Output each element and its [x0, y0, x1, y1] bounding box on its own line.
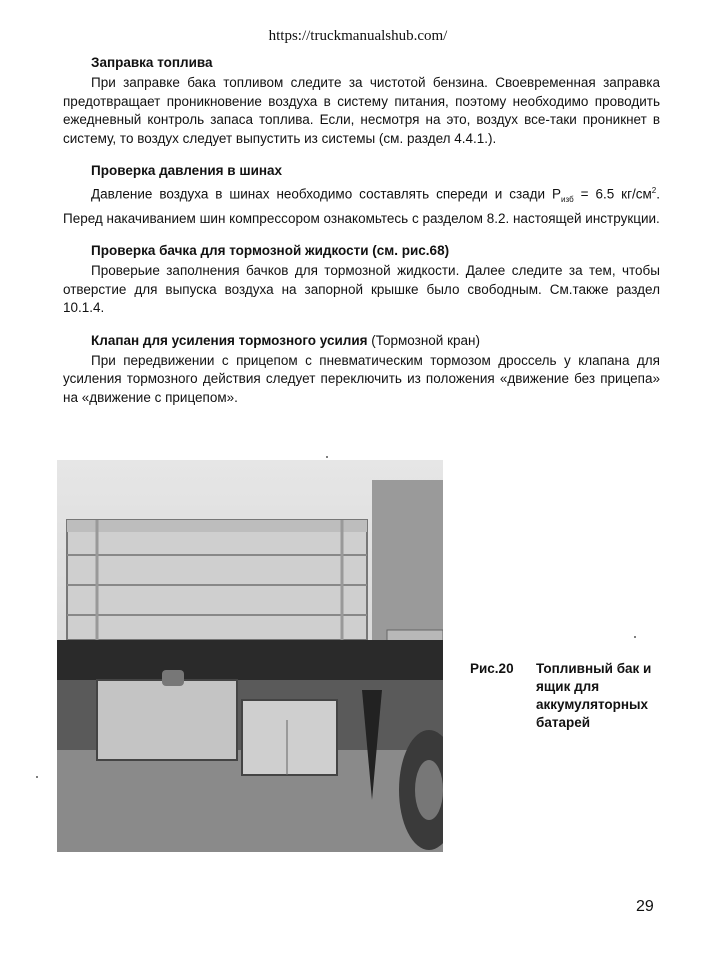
figure-caption: [470, 660, 660, 732]
section-text: Проверьие заполнения бачков для тормозной жидкости. Далее следите за тем, чтобы отверстие для выпуска воздуха на запорной крышке было свободным. См.также раздел 10.1.4.: [63, 263, 660, 316]
speck: [634, 636, 636, 638]
section-tire-pressure: [63, 162, 660, 228]
section-text: Давление воздуха в шинах необходимо составлять спереди и сзади $Р_{изб} = 6.5$ $кг/см^2$. Перед накачиванием шин компрессором ознакомьтесь с разделом 8.2. настоящей инструкции.: [63, 186, 661, 226]
figure-caption-text: Топливный бак и ящик для аккумуляторных батарей: [536, 661, 652, 730]
speck: [36, 776, 38, 778]
section-heading: Клапан для усиления тормозного усилия (Тормозной кран): [91, 332, 480, 348]
figure-number: Рис.20: [470, 661, 514, 676]
document-body: [63, 54, 660, 421]
truck-photo-illustration: [57, 460, 443, 852]
page-number: 29: [636, 898, 654, 915]
section-brake-fluid: [63, 242, 660, 318]
speck: [326, 456, 328, 458]
truck-photo: [57, 460, 443, 852]
section-heading: Заправка топлива: [91, 55, 213, 70]
section-text: При заправке бака топливом следите за чистотой бензина. Своевременная заправка предотвращает проникновение воздуха в систему питания, поэтому необходимо проводить ежедневный контроль запаса топлива. Если, несмотря на это, воздух все-таки проникнет в систему, то воздух следует выпустить из системы (см. раздел 4.4.1.).: [63, 75, 660, 146]
section-brake-valve: [63, 332, 660, 408]
section-heading: Проверка бачка для тормозной жидкости (см. рис.68): [91, 243, 450, 259]
section-heading: Проверка давления в шинах: [91, 163, 283, 178]
section-text: При передвижении с прицепом с пневматическим тормозом дроссель у клапана для усиления тормозного действия следует переключить из положения «движение без прицепа» на «движение с прицепом».: [63, 352, 660, 405]
source-url: https://truckmanualshub.com/: [268, 28, 448, 44]
section-fueling: [63, 54, 660, 148]
